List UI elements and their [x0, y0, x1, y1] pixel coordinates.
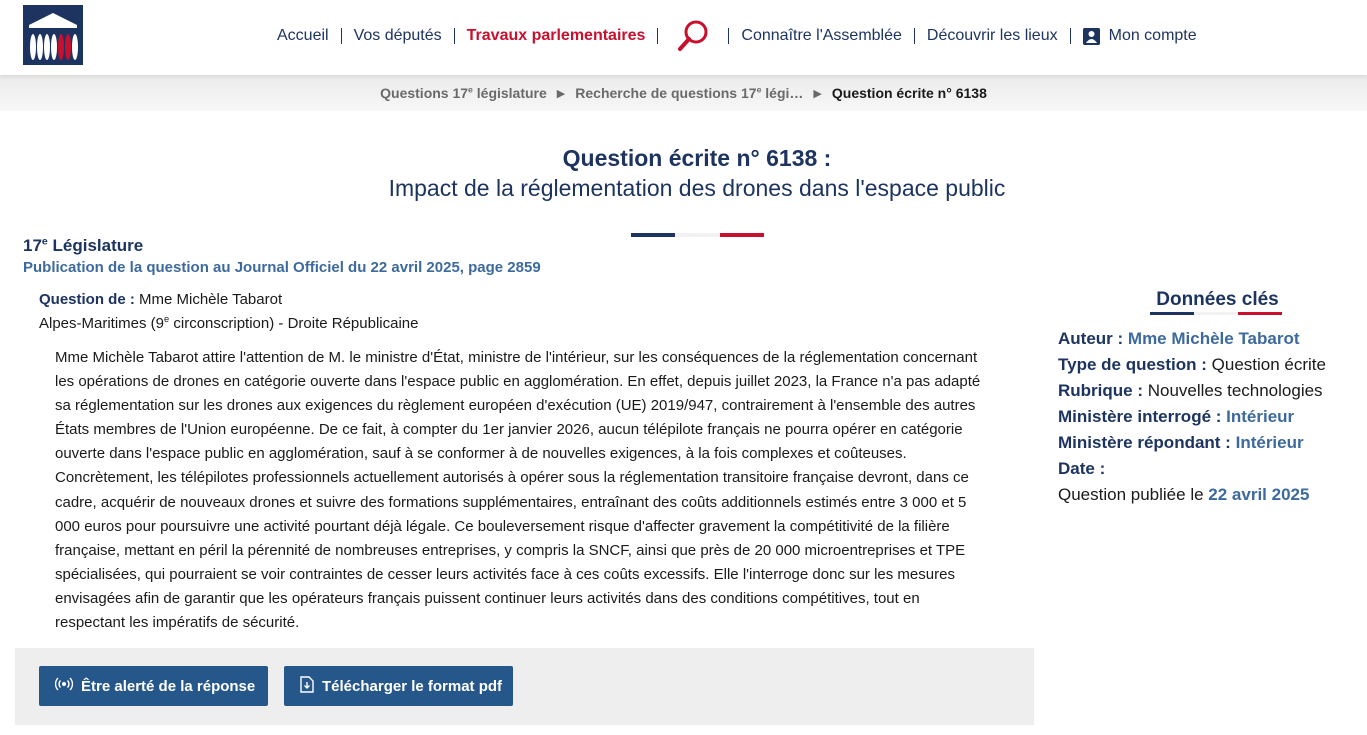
page-title: [0, 145, 1367, 202]
download-pdf-label: Télécharger le format pdf: [322, 677, 503, 695]
key-ministry-asked: Ministère interrogé : Intérieur: [1058, 407, 1295, 426]
nav-home[interactable]: Accueil: [277, 27, 329, 44]
nav-my-account-label: Mon compte: [1108, 27, 1197, 44]
chevron-right-icon: ▶: [813, 87, 822, 100]
publication-info: Publication de la question au Journal Officiel du 22 avril 2025, page 2859: [23, 259, 541, 276]
key-data-title: Données clés: [1156, 289, 1279, 310]
action-bar: [15, 648, 1034, 725]
nav-parliamentary-works[interactable]: Travaux parlementaires: [466, 27, 646, 44]
user-icon: [1083, 28, 1100, 45]
alert-response-button[interactable]: [39, 666, 268, 706]
breadcrumb: [380, 85, 987, 101]
breadcrumb-search-questions[interactable]: Recherche de questions 17e légi…: [575, 84, 804, 101]
main-nav: [265, 0, 1209, 72]
download-pdf-button[interactable]: [284, 666, 513, 706]
key-date-value: Question publiée le 22 avril 2025: [1058, 485, 1310, 504]
download-file-icon: [300, 676, 314, 697]
legislature-heading: 17e Législature: [23, 235, 144, 255]
ministry-asked-link[interactable]: Intérieur: [1226, 407, 1295, 426]
constituency-info: Alpes-Maritimes (9e circonscription) - Droite Républicaine: [39, 314, 419, 332]
nav-deputies[interactable]: Vos députés: [353, 27, 442, 44]
author-link[interactable]: Mme Michèle Tabarot: [1127, 329, 1300, 348]
tricolor-divider: [631, 233, 764, 237]
broadcast-icon: [55, 677, 73, 695]
search-icon[interactable]: [658, 19, 728, 53]
question-author: Question de : Mme Michèle Tabarot: [39, 291, 283, 308]
site-header: [0, 0, 1367, 75]
breadcrumb-bar: [0, 75, 1367, 111]
assemblee-nationale-logo[interactable]: [23, 5, 83, 65]
breadcrumb-current: Question écrite n° 6138: [831, 85, 987, 101]
ministry-answering-link[interactable]: Intérieur: [1235, 433, 1304, 452]
nav-know-assembly[interactable]: Connaître l'Assemblée: [741, 27, 902, 44]
question-subject-title: Impact de la réglementation des drones dans l'espace public: [388, 175, 1006, 201]
publication-date-link[interactable]: 22 avril 2025: [1208, 485, 1310, 504]
nav-discover-places[interactable]: Découvrir les lieux: [926, 27, 1058, 44]
question-body: Mme Michèle Tabarot attire l'attention de M. le ministre d'État, ministre de l'intérieur, sur les conséquences de la réglementation concernant les opérations de drones en catégorie ouverte dans l'espace public en agglomération. En effet, depuis juillet 2023, la France n'a pas adapté sa réglementation sur les drones aux exigences du règlement européen d'exécution (UE) 2019/947, contrairement à l'ensemble des autres États membres de l'Union européenne. De ce fait, à compter du 1er janvier 2026, aucun télépilote français ne pourra opérer en catégorie ouverte dans l'espace public en agglomération, sauf à se conformer à de nouvelles exigences, à la fois complexes et coûteuses. Concrètement, les télépilotes professionnels actuellement autorisés à opérer sous la réglementation transitoire française devront, dans ce cadre, acquérir de nouveaux drones et suivre des formations supplémentaires, entraînant des coûts additionnels estimés entre 3 000 et 5 000 euros pour poursuivre une activité pourtant déjà légale. Ce bouleversement risque d'affecter gravement la compétitivité de la filière française, mettant en péril la pérennité de nombreuses entreprises, y compris la SNCF, ainsi que près de 20 000 microentreprises et TPE spécialisées, qui pourraient se voir contraintes de cesser leurs activités face à ces coûts excessifs. Elle l'interroge donc sur les mesures envisagées afin de garantir que les opérateurs français puissent continuer leurs activités dans des conditions compétitives, tout en respectant les impératifs de sécurité.: [55, 349, 981, 632]
chevron-right-icon: ▶: [556, 87, 566, 100]
key-rubric: Rubrique : Nouvelles technologies: [1058, 381, 1323, 400]
key-date-label: Date :: [1058, 459, 1106, 478]
tricolor-underline: [1150, 312, 1282, 315]
key-author: Auteur : Mme Michèle Tabarot: [1058, 329, 1300, 348]
nav-my-account[interactable]: [1071, 27, 1209, 45]
breadcrumb-questions-17[interactable]: Questions 17e législature: [380, 84, 547, 101]
key-type: Type de question : Question écrite: [1058, 355, 1326, 374]
key-ministry-answering: Ministère répondant : Intérieur: [1058, 433, 1304, 452]
question-number-title: Question écrite n° 6138 :: [562, 145, 832, 171]
alert-response-label: Être alerté de la réponse: [81, 677, 256, 695]
key-data-list: [1058, 326, 1326, 508]
